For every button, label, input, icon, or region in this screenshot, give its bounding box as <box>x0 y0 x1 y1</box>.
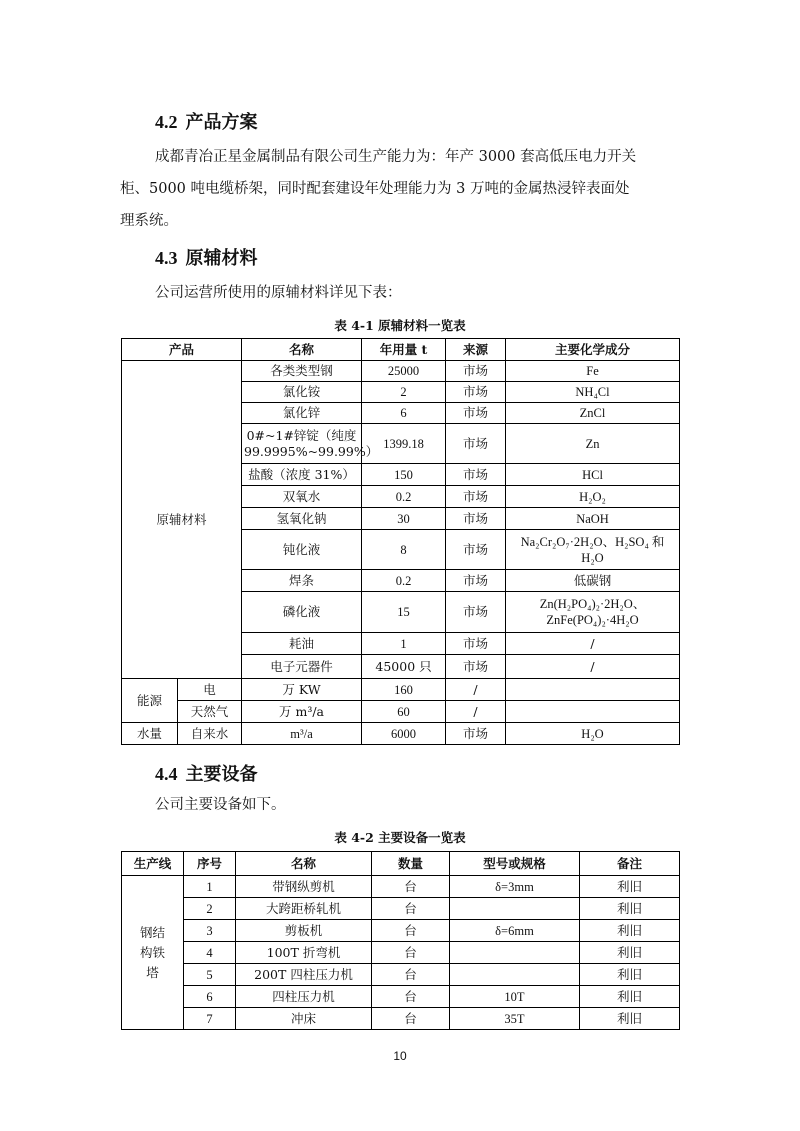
cell: Zn <box>506 424 680 464</box>
cell: 各类类型钢 <box>242 361 362 382</box>
cell: NH₄Cl <box>506 382 680 403</box>
cell: 150 <box>362 464 446 486</box>
header-cell: 名称 <box>242 339 362 361</box>
cell: / <box>506 655 680 679</box>
table-row <box>122 701 680 723</box>
cell: 台 <box>372 898 450 920</box>
cell: 冲床 <box>236 1008 372 1030</box>
cell: 0.2 <box>362 570 446 592</box>
cell: 6 <box>184 986 236 1008</box>
group-cell: 原辅材料 <box>122 361 242 679</box>
cell: 2 <box>184 898 236 920</box>
table-row <box>122 986 680 1008</box>
cell: 天然气 <box>178 701 242 723</box>
header-cell: 来源 <box>446 339 506 361</box>
table-row <box>122 898 680 920</box>
cell: 30 <box>362 508 446 530</box>
paragraph: 公司运营所使用的原辅材料详见下表： <box>155 285 402 301</box>
cell: H₂O₂ <box>506 486 680 508</box>
cell: 25000 <box>362 361 446 382</box>
cell: 台 <box>372 920 450 942</box>
equipment-table <box>121 851 680 1030</box>
section-4-3-heading: 4.3 原辅材料 <box>155 248 258 269</box>
cell: 1399.18 <box>362 424 446 464</box>
cell: Fe <box>506 361 680 382</box>
materials-table <box>121 338 680 745</box>
cell: 3 <box>184 920 236 942</box>
cell: 6 <box>362 403 446 424</box>
cell: 自来水 <box>178 723 242 745</box>
table-header-row <box>122 852 680 876</box>
cell: 盐酸（浓度 31%） <box>242 464 362 486</box>
cell <box>450 964 580 986</box>
cell: δ=6mm <box>450 920 580 942</box>
cell <box>450 942 580 964</box>
cell: 市场 <box>446 723 506 745</box>
cell: 钝化液 <box>242 530 362 570</box>
cell: 电 <box>178 679 242 701</box>
cell: / <box>446 701 506 723</box>
cell: H₂O <box>506 723 680 745</box>
cell: 0#~1#锌锭（纯度 99.9995%~99.99%） <box>242 424 362 464</box>
group-cell: 钢结构铁塔 <box>122 876 184 1030</box>
header-cell: 年用量 t <box>362 339 446 361</box>
cell: 200T 四柱压力机 <box>236 964 372 986</box>
table-row <box>122 920 680 942</box>
header-cell: 产品 <box>122 339 242 361</box>
cell: 低碳钢 <box>506 570 680 592</box>
cell: 4 <box>184 942 236 964</box>
cell: NaOH <box>506 508 680 530</box>
cell: 45000 只 <box>362 655 446 679</box>
paragraph: 公司主要设备如下。 <box>155 797 286 813</box>
cell: 利旧 <box>580 964 680 986</box>
table-4-2-caption: 表 4-2 主要设备一览表 <box>334 830 466 845</box>
header-cell: 数量 <box>372 852 450 876</box>
cell: 氢氧化钠 <box>242 508 362 530</box>
cell: 氯化锌 <box>242 403 362 424</box>
table-row <box>122 876 680 898</box>
paragraph-line: 柜、5000 吨电缆桥架，同时配套建设年处理能力为 3 万吨的金属热浸锌表面处 <box>120 181 630 197</box>
cell: 60 <box>362 701 446 723</box>
cell: 台 <box>372 986 450 1008</box>
table-row <box>122 679 680 701</box>
cell: 台 <box>372 876 450 898</box>
cell: 台 <box>372 964 450 986</box>
page-number: 10 <box>393 1049 407 1063</box>
paragraph-line: 成都青冶正星金属制品有限公司生产能力为：年产 3000 套高低压电力开关 <box>155 149 637 165</box>
cell: 利旧 <box>580 942 680 964</box>
cell: HCl <box>506 464 680 486</box>
cell: 四柱压力机 <box>236 986 372 1008</box>
section-4-4-heading: 4.4 主要设备 <box>155 764 258 785</box>
cell: 市场 <box>446 633 506 655</box>
header-cell: 生产线 <box>122 852 184 876</box>
cell: / <box>446 679 506 701</box>
cell: 市场 <box>446 464 506 486</box>
cell: 6000 <box>362 723 446 745</box>
table-row <box>122 361 680 382</box>
table-row <box>122 942 680 964</box>
cell: 市场 <box>446 570 506 592</box>
cell: δ=3mm <box>450 876 580 898</box>
cell: ZnCl <box>506 403 680 424</box>
section-4-2-heading: 4.2 产品方案 <box>155 112 258 133</box>
cell: 1 <box>184 876 236 898</box>
cell: 电子元器件 <box>242 655 362 679</box>
cell: 35T <box>450 1008 580 1030</box>
cell: 万 KW <box>242 679 362 701</box>
cell: 剪板机 <box>236 920 372 942</box>
cell: 8 <box>362 530 446 570</box>
cell: 市场 <box>446 655 506 679</box>
table-row <box>122 1008 680 1030</box>
cell: 2 <box>362 382 446 403</box>
cell: m³/a <box>242 723 362 745</box>
cell: 市场 <box>446 592 506 633</box>
cell <box>450 898 580 920</box>
cell: 台 <box>372 942 450 964</box>
paragraph-line: 理系统。 <box>120 213 178 229</box>
cell: 大跨距桥轧机 <box>236 898 372 920</box>
group-cell: 能源 <box>122 679 178 723</box>
cell: 市场 <box>446 382 506 403</box>
cell: 15 <box>362 592 446 633</box>
cell: 市场 <box>446 486 506 508</box>
cell: 利旧 <box>580 1008 680 1030</box>
cell: 带钢纵剪机 <box>236 876 372 898</box>
cell: Na₂Cr₂O₇·2H₂O、H₂SO₄ 和 H₂O <box>506 530 680 570</box>
cell: 氯化铵 <box>242 382 362 403</box>
cell <box>506 679 680 701</box>
cell: 利旧 <box>580 876 680 898</box>
cell: / <box>506 633 680 655</box>
cell: 市场 <box>446 508 506 530</box>
cell: 万 m³/a <box>242 701 362 723</box>
cell: 水量 <box>122 723 178 745</box>
cell: 10T <box>450 986 580 1008</box>
cell: Zn(H₂PO₄)₂·2H₂O、ZnFe(PO₄)₂·4H₂O <box>506 592 680 633</box>
cell <box>506 701 680 723</box>
header-cell: 序号 <box>184 852 236 876</box>
cell: 焊条 <box>242 570 362 592</box>
cell: 利旧 <box>580 986 680 1008</box>
cell: 磷化液 <box>242 592 362 633</box>
cell: 市场 <box>446 361 506 382</box>
cell: 利旧 <box>580 898 680 920</box>
table-row <box>122 964 680 986</box>
cell: 市场 <box>446 403 506 424</box>
cell: 利旧 <box>580 920 680 942</box>
cell: 市场 <box>446 424 506 464</box>
cell: 双氧水 <box>242 486 362 508</box>
header-cell: 备注 <box>580 852 680 876</box>
header-cell: 型号或规格 <box>450 852 580 876</box>
table-row <box>122 723 680 745</box>
cell: 台 <box>372 1008 450 1030</box>
cell: 7 <box>184 1008 236 1030</box>
cell: 100T 折弯机 <box>236 942 372 964</box>
cell: 0.2 <box>362 486 446 508</box>
table-header-row <box>122 339 680 361</box>
cell: 1 <box>362 633 446 655</box>
cell: 市场 <box>446 530 506 570</box>
cell: 5 <box>184 964 236 986</box>
header-cell: 名称 <box>236 852 372 876</box>
header-cell: 主要化学成分 <box>506 339 680 361</box>
cell: 耗油 <box>242 633 362 655</box>
table-4-1-caption: 表 4-1 原辅材料一览表 <box>334 318 466 333</box>
cell: 160 <box>362 679 446 701</box>
